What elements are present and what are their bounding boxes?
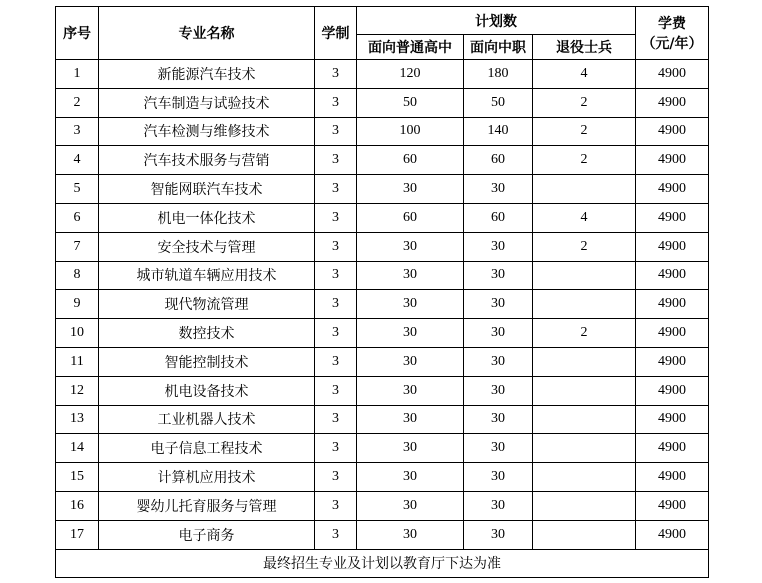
cell-fee: 4900 [636,319,709,348]
table-row [56,463,709,492]
cell-plan-vocational: 30 [464,290,533,319]
cell-plan-veterans [533,347,636,376]
cell-fee: 4900 [636,463,709,492]
cell-fee: 4900 [636,146,709,175]
cell-plan-veterans [533,376,636,405]
cell-plan-high-school: 30 [357,347,464,376]
cell-plan-vocational: 30 [464,376,533,405]
table-row [56,60,709,89]
cell-seq: 5 [56,175,99,204]
cell-fee: 4900 [636,405,709,434]
cell-plan-vocational: 30 [464,175,533,204]
cell-years: 3 [315,405,357,434]
cell-seq: 16 [56,491,99,520]
cell-fee: 4900 [636,261,709,290]
table-row [56,376,709,405]
cell-seq: 3 [56,117,99,146]
cell-plan-high-school: 30 [357,520,464,549]
header-plan-veterans: 退役士兵 [533,35,636,60]
cell-seq: 2 [56,88,99,117]
table-row [56,203,709,232]
cell-major: 新能源汽车技术 [99,60,315,89]
cell-seq: 9 [56,290,99,319]
table-row [56,232,709,261]
cell-fee: 4900 [636,175,709,204]
cell-major: 机电一体化技术 [99,203,315,232]
cell-major: 工业机器人技术 [99,405,315,434]
cell-plan-high-school: 30 [357,261,464,290]
cell-years: 3 [315,117,357,146]
table-row [56,261,709,290]
cell-plan-veterans: 2 [533,88,636,117]
cell-seq: 4 [56,146,99,175]
cell-plan-vocational: 180 [464,60,533,89]
cell-seq: 7 [56,232,99,261]
cell-fee: 4900 [636,376,709,405]
header-years: 学制 [315,7,357,60]
cell-plan-veterans: 4 [533,203,636,232]
cell-plan-vocational: 30 [464,232,533,261]
cell-plan-veterans [533,175,636,204]
cell-major: 婴幼儿托育服务与管理 [99,491,315,520]
cell-plan-high-school: 30 [357,290,464,319]
cell-major: 城市轨道车辆应用技术 [99,261,315,290]
cell-seq: 17 [56,520,99,549]
cell-seq: 6 [56,203,99,232]
cell-seq: 8 [56,261,99,290]
cell-plan-vocational: 30 [464,434,533,463]
cell-fee: 4900 [636,203,709,232]
header-plan-high-school: 面向普通高中 [357,35,464,60]
cell-major: 智能控制技术 [99,347,315,376]
cell-major: 智能网联汽车技术 [99,175,315,204]
cell-plan-veterans: 2 [533,117,636,146]
cell-plan-vocational: 50 [464,88,533,117]
header-row [56,7,709,35]
cell-plan-high-school: 30 [357,491,464,520]
cell-fee: 4900 [636,520,709,549]
cell-major: 电子商务 [99,520,315,549]
cell-plan-vocational: 30 [464,491,533,520]
table-row [56,347,709,376]
cell-fee: 4900 [636,434,709,463]
cell-plan-vocational: 60 [464,146,533,175]
cell-plan-veterans [533,261,636,290]
table-row [56,405,709,434]
cell-seq: 14 [56,434,99,463]
table-row [56,117,709,146]
cell-plan-veterans [533,290,636,319]
cell-plan-veterans [533,520,636,549]
header-major: 专业名称 [99,7,315,60]
table-row [56,175,709,204]
cell-plan-vocational: 30 [464,261,533,290]
cell-plan-veterans [533,463,636,492]
cell-years: 3 [315,88,357,117]
cell-plan-high-school: 30 [357,175,464,204]
table-row [56,290,709,319]
cell-major: 汽车技术服务与营销 [99,146,315,175]
header-plan: 计划数 [357,7,636,35]
header-fee [636,7,709,60]
cell-plan-veterans: 2 [533,146,636,175]
cell-plan-veterans: 4 [533,60,636,89]
cell-plan-vocational: 30 [464,520,533,549]
cell-plan-high-school: 30 [357,232,464,261]
cell-plan-veterans [533,405,636,434]
cell-major: 数控技术 [99,319,315,348]
cell-seq: 11 [56,347,99,376]
cell-fee: 4900 [636,290,709,319]
cell-plan-high-school: 60 [357,203,464,232]
cell-major: 安全技术与管理 [99,232,315,261]
cell-fee: 4900 [636,232,709,261]
cell-plan-vocational: 30 [464,463,533,492]
cell-plan-vocational: 30 [464,405,533,434]
cell-plan-high-school: 60 [357,146,464,175]
header-plan-vocational: 面向中职 [464,35,533,60]
cell-plan-vocational: 60 [464,203,533,232]
cell-plan-veterans: 2 [533,319,636,348]
cell-years: 3 [315,520,357,549]
cell-plan-veterans: 2 [533,232,636,261]
cell-major: 机电设备技术 [99,376,315,405]
header-seq: 序号 [56,7,99,60]
cell-seq: 1 [56,60,99,89]
cell-years: 3 [315,146,357,175]
cell-seq: 10 [56,319,99,348]
cell-major: 汽车制造与试验技术 [99,88,315,117]
cell-years: 3 [315,347,357,376]
cell-years: 3 [315,232,357,261]
cell-seq: 15 [56,463,99,492]
cell-major: 现代物流管理 [99,290,315,319]
cell-plan-high-school: 30 [357,405,464,434]
table-body [56,60,709,550]
cell-years: 3 [315,319,357,348]
footer-row [56,549,709,578]
header-fee-label: 学费 [658,16,686,32]
cell-plan-veterans [533,491,636,520]
cell-fee: 4900 [636,491,709,520]
cell-years: 3 [315,463,357,492]
cell-plan-high-school: 30 [357,434,464,463]
table-row [56,491,709,520]
cell-years: 3 [315,290,357,319]
table-row [56,434,709,463]
cell-fee: 4900 [636,347,709,376]
cell-plan-vocational: 140 [464,117,533,146]
cell-plan-high-school: 50 [357,88,464,117]
table-row [56,319,709,348]
cell-years: 3 [315,376,357,405]
cell-major: 电子信息工程技术 [99,434,315,463]
cell-plan-veterans [533,434,636,463]
cell-years: 3 [315,434,357,463]
cell-major: 计算机应用技术 [99,463,315,492]
cell-fee: 4900 [636,60,709,89]
cell-seq: 12 [56,376,99,405]
enrollment-plan-table [55,6,709,578]
table-row [56,88,709,117]
header-fee-unit: （元/年） [641,36,703,52]
cell-seq: 13 [56,405,99,434]
cell-years: 3 [315,175,357,204]
cell-plan-high-school: 100 [357,117,464,146]
footer-note: 最终招生专业及计划以教育厅下达为准 [56,549,709,578]
cell-years: 3 [315,261,357,290]
cell-fee: 4900 [636,117,709,146]
cell-plan-high-school: 120 [357,60,464,89]
cell-major: 汽车检测与维修技术 [99,117,315,146]
table-row [56,146,709,175]
cell-years: 3 [315,491,357,520]
cell-plan-vocational: 30 [464,319,533,348]
cell-plan-high-school: 30 [357,319,464,348]
cell-fee: 4900 [636,88,709,117]
cell-years: 3 [315,60,357,89]
table-row [56,520,709,549]
cell-years: 3 [315,203,357,232]
cell-plan-high-school: 30 [357,463,464,492]
cell-plan-vocational: 30 [464,347,533,376]
cell-plan-high-school: 30 [357,376,464,405]
